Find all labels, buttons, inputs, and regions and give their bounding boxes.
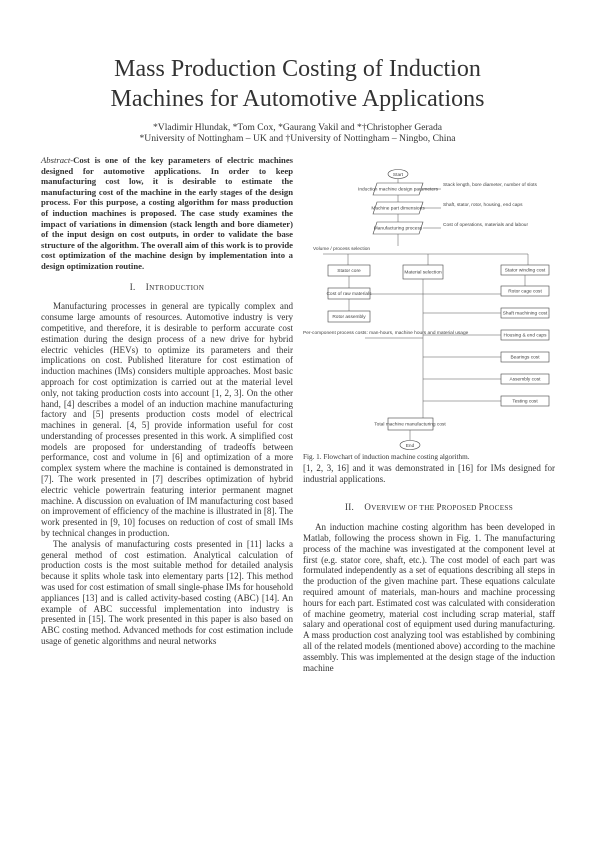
section-title-part-2: ROPOSED [441, 504, 479, 513]
flow-box-right-5-label: Bearings cost [510, 355, 540, 361]
right-column [303, 452, 555, 673]
title-line-2: Machines for Automotive Applications [110, 86, 485, 112]
flow-note-2: Shaft, stator, rotor, housing, end caps [443, 203, 523, 208]
flow-start-label: Start [392, 172, 404, 178]
flow-branch-lines [323, 254, 528, 265]
flow-process-label: Manufacturing process [373, 226, 423, 232]
section-number: II. [344, 502, 355, 513]
section-heading-introduction [41, 282, 293, 294]
author-block [0, 122, 595, 144]
section-title-rest: NTRODUCTION [149, 283, 205, 292]
section-initial: I [145, 281, 150, 292]
flow-box-right-6-label: Assembly cost [509, 377, 541, 383]
abstract [41, 155, 293, 272]
abstract-lead: Abstract- [41, 155, 74, 165]
section-initial-2: P [436, 502, 442, 513]
flow-box-center-label: Material selection [404, 270, 442, 276]
right-paragraph-1: [1, 2, 3, 16] and it was demonstrated in [16] for IMs designed for industrial applications. [303, 462, 555, 484]
flow-box-right-3-label: Shaft machining cost [502, 311, 548, 317]
flow-end-label: End [405, 443, 415, 449]
intro-paragraph-2: The analysis of manufacturing costs presented in [11] lacks a general method of cost estimation. Analytical calculation of production costs is the most suitable method for detailed analysis because it splits whole task into elementary parts [12]. This method was used for cost estimation of small single-phase IMs for household appliances [13] and is called activity-based costing (ABC) [14]. An example of ABC successful implementation into industry is presented in [15]. The work presented in this paper is also based on ABC costing method. Advanced methods for cost estimation include usage of genetic algorithms and neural networks [41, 538, 293, 647]
section-initial-1: O [364, 502, 372, 513]
section-initial-3: P [478, 502, 485, 513]
flow-box-right-2-label: Rotor cage cost [508, 289, 542, 295]
flow-dimensions-label: Machine part dimensions [371, 206, 425, 212]
section-title-part-1: VERVIEW OF THE [371, 504, 437, 513]
flow-note-3: Cost of operations, materials and labour [443, 223, 529, 228]
section-number: I. [129, 281, 136, 292]
flow-box-total-label: Total machine manufacturing cost [374, 422, 446, 428]
flow-branch-label: Volume / process selection [313, 247, 371, 252]
paper-title [0, 54, 595, 114]
left-column [41, 155, 293, 647]
flow-box-left-3-label: Rotor assembly [332, 315, 366, 320]
figure-caption: Fig. 1. Flowchart of induction machine costing algorithm. [303, 453, 470, 461]
flow-box-left-1-label: Stator core [337, 269, 361, 274]
intro-paragraph-1: Manufacturing processes in general are typically complex and consume large amounts of resources. Automotive industry is very competitive, and therefore, it is desirable to perform accurate cost estimation during the design process of a new drive for hybrid electric vehicles (HEVs) to optimize its parameters and their implications on cost. Published literature for cost estimation of induction machines (IMs) considers multiple approaches. Most basic approach for cost optimization is carried out at the material level only, not taking production costs into account [1, 2, 3]. On the other hand, [4] describes a model of an induction machine manufacturing factory and [5] presents production costs model of electrical machines in general. [4, 5] provide information useful for cost understanding of processes presented in this work. A simplified cost models are proposed for understanding of tradeoffs between performance, cost and volume in [6] and optimization of a more complex system where the machine is contained is demonstrated in [7]. The work presented in [7] describes optimization of hybrid electric vehicle powertrain featuring interior permanent magnet machine. A discussion on evaluation of IM manufacturing cost based on improvement of efficiency of the machine is illustrated in [8]. The work presented in [9, 10] focuses on reduction of cost of small IMs by technical changes in production. [41, 301, 293, 539]
flow-side-note: Per-component process costs: man-hours, machine hours and material usage [303, 331, 469, 336]
flow-note-1: Stack length, bore diameter, number of slots [443, 183, 537, 188]
abstract-body: Cost is one of the key parameters of electric machines designed for automotive applications. In order to keep manufacturing cost low, it is desirable to estimate the manufacturing cost of the machine in the early stages of the design process. For this purpose, a costing algorithm for mass production of induction machines is proposed. The case study examines the impact of variations in dimension (stack length and bore diameter) of the input design on cost outputs, in order to validate the base structure of the algorithm. The overall aim of this work is to provide cost optimization of the machine design by implementation into a design optimization routine. [41, 155, 293, 271]
overview-paragraph: An induction machine costing algorithm has been developed in Matlab, following the process shown in Fig. 1. The manufacturing process of the machine was investigated at the component level at first (e.g. stator core, shaft, etc.). The cost model of each part was formulated independently as a set of equations describing all steps in the production of the given machine part. These equations calculate required amount of materials, man-hours and machine processing hours for each part. Estimated cost was calculated with consideration of machine geometry, material cost including scrap material, staff salary and operational cost of equipment used during manufacturing. A mass production cost analyzing tool was established by combining all of the related models (mentioned above) according to the machine assembly. This was implemented at the design stage of the induction machine [303, 522, 555, 673]
authors-affiliations: *University of Nottingham – UK and †University of Nottingham – Ningbo, China [139, 133, 456, 144]
flow-box-right-1-label: Stator winding cost [504, 268, 546, 274]
flow-box-left-2-label: Cost of raw materials [326, 292, 372, 297]
authors-names: *Vladimir Hlundak, *Tom Cox, *Gaurang Vakil and *†Christopher Gerada [152, 122, 443, 133]
flow-box-right-7-label: Testing cost [512, 399, 538, 405]
flow-box-right-4-label: Housing & end caps [503, 333, 547, 339]
flow-input-label: Induction machine design parameters [358, 187, 438, 193]
title-line-1: Mass Production Costing of Induction [114, 56, 481, 82]
section-heading-overview [303, 502, 555, 514]
section-title-part-3: ROCESS [484, 504, 514, 513]
flowchart-figure [303, 168, 553, 453]
